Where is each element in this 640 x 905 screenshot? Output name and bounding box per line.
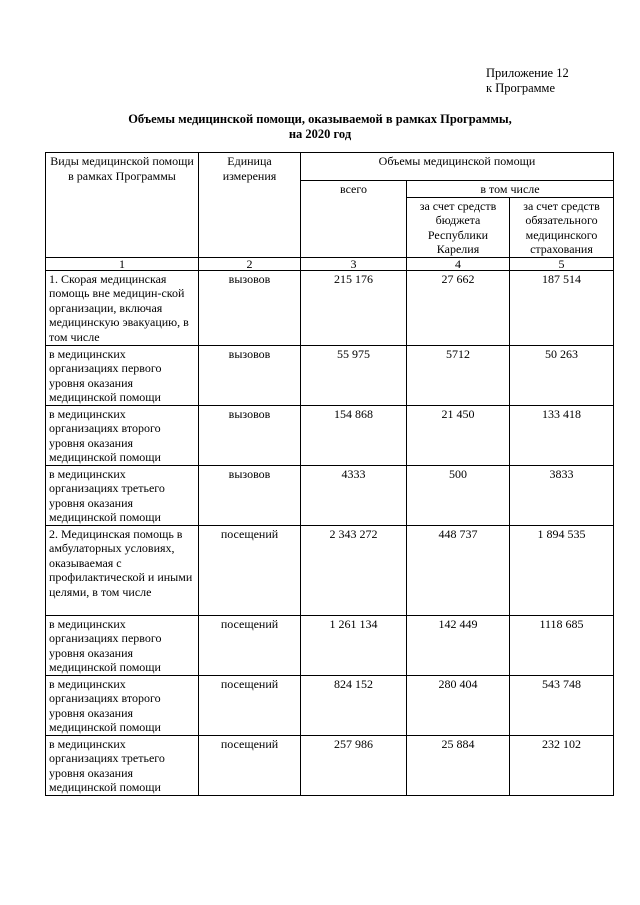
row-name: 2. Медицинская помощь в амбулаторных условиях, оказываемая с профилактической и иными целями, в том числе bbox=[46, 525, 199, 615]
column-number: 5 bbox=[510, 257, 614, 270]
row-insurance: 3833 bbox=[510, 465, 614, 525]
table-row bbox=[46, 405, 614, 465]
row-name: в медицинских организациях третьего уровня оказания медицинской помощи bbox=[46, 735, 199, 795]
row-budget: 448 737 bbox=[407, 525, 510, 615]
row-budget: 142 449 bbox=[407, 615, 510, 675]
row-unit: посещений bbox=[199, 735, 301, 795]
row-unit: вызовов bbox=[199, 270, 301, 345]
header-total: всего bbox=[301, 181, 407, 258]
document-title bbox=[60, 112, 580, 142]
medical-volume-table bbox=[45, 152, 614, 796]
header-budget: за счет средств бюджета Республики Карелия bbox=[407, 197, 510, 257]
row-name: в медицинских организациях второго уровня оказания медицинской помощи bbox=[46, 405, 199, 465]
title-line-2: на 2020 год bbox=[288, 127, 352, 141]
column-number: 3 bbox=[301, 257, 407, 270]
header-volumes: Объемы медицинской помощи bbox=[301, 153, 614, 181]
table-row bbox=[46, 675, 614, 735]
header-including: в том числе bbox=[407, 181, 614, 198]
row-unit: посещений bbox=[199, 675, 301, 735]
column-number: 4 bbox=[407, 257, 510, 270]
row-unit: вызовов bbox=[199, 405, 301, 465]
header-insurance: за счет средств обязательного медицинского страхования bbox=[510, 197, 614, 257]
appendix-line-2: к Программе bbox=[486, 81, 556, 95]
table-row bbox=[46, 465, 614, 525]
row-total: 55 975 bbox=[301, 345, 407, 405]
row-insurance: 1 894 535 bbox=[510, 525, 614, 615]
table-row bbox=[46, 270, 614, 345]
row-unit: вызовов bbox=[199, 345, 301, 405]
row-total: 2 343 272 bbox=[301, 525, 407, 615]
title-line-1: Объемы медицинской помощи, оказываемой в рамках Программы, bbox=[128, 112, 512, 126]
row-insurance: 543 748 bbox=[510, 675, 614, 735]
row-total: 215 176 bbox=[301, 270, 407, 345]
appendix-line-1: Приложение 12 bbox=[486, 66, 569, 80]
row-insurance: 50 263 bbox=[510, 345, 614, 405]
row-insurance: 133 418 bbox=[510, 405, 614, 465]
row-name: 1. Скорая медицинская помощь вне медицин-ской организации, включая медицинскую эвакуацию, в том числе bbox=[46, 270, 199, 345]
row-name: в медицинских организациях второго уровня оказания медицинской помощи bbox=[46, 675, 199, 735]
column-number-row bbox=[46, 257, 614, 270]
row-budget: 25 884 bbox=[407, 735, 510, 795]
row-budget: 21 450 bbox=[407, 405, 510, 465]
row-insurance: 1118 685 bbox=[510, 615, 614, 675]
table-row bbox=[46, 345, 614, 405]
row-total: 824 152 bbox=[301, 675, 407, 735]
row-insurance: 187 514 bbox=[510, 270, 614, 345]
table-row bbox=[46, 525, 614, 615]
row-budget: 500 bbox=[407, 465, 510, 525]
row-unit: вызовов bbox=[199, 465, 301, 525]
header-types: Виды медицинской помощи в рамках Программы bbox=[46, 153, 199, 258]
row-total: 257 986 bbox=[301, 735, 407, 795]
row-unit: посещений bbox=[199, 525, 301, 615]
table-row bbox=[46, 615, 614, 675]
row-budget: 27 662 bbox=[407, 270, 510, 345]
column-number: 2 bbox=[199, 257, 301, 270]
row-total: 1 261 134 bbox=[301, 615, 407, 675]
row-name: в медицинских организациях первого уровня оказания медицинской помощи bbox=[46, 345, 199, 405]
table-row bbox=[46, 735, 614, 795]
row-name: в медицинских организациях третьего уровня оказания медицинской помощи bbox=[46, 465, 199, 525]
row-name: в медицинских организациях первого уровня оказания медицинской помощи bbox=[46, 615, 199, 675]
row-total: 4333 bbox=[301, 465, 407, 525]
header-unit: Единица измерения bbox=[199, 153, 301, 258]
column-number: 1 bbox=[46, 257, 199, 270]
appendix-note bbox=[486, 66, 569, 96]
row-insurance: 232 102 bbox=[510, 735, 614, 795]
row-budget: 280 404 bbox=[407, 675, 510, 735]
row-total: 154 868 bbox=[301, 405, 407, 465]
row-budget: 5712 bbox=[407, 345, 510, 405]
row-unit: посещений bbox=[199, 615, 301, 675]
